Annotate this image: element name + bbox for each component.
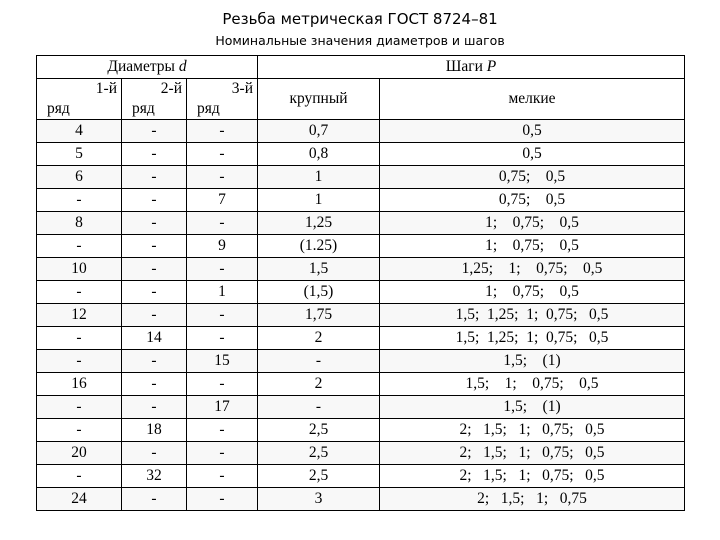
thread-table-body bbox=[37, 120, 685, 511]
row2-diameter-cell: - bbox=[122, 120, 187, 143]
coarse-pitch-cell: 1,5 bbox=[258, 258, 380, 281]
row3-diameter-cell: - bbox=[187, 465, 258, 488]
table-row bbox=[37, 235, 685, 258]
row3-diameter-cell: - bbox=[187, 120, 258, 143]
fine-pitch-cell: 2; 1,5; 1; 0,75; 0,5 bbox=[380, 419, 685, 442]
coarse-pitch-cell: (1,5) bbox=[258, 281, 380, 304]
row3-diameter-cell: 7 bbox=[187, 189, 258, 212]
row1-diameter-cell: - bbox=[37, 235, 122, 258]
table-row bbox=[37, 212, 685, 235]
fine-pitch-cell: 2; 1,5; 1; 0,75; 0,5 bbox=[380, 465, 685, 488]
coarse-pitch-cell: 2 bbox=[258, 327, 380, 350]
row1-diameter-cell: - bbox=[37, 419, 122, 442]
row1-diameter-cell: 10 bbox=[37, 258, 122, 281]
table-row bbox=[37, 465, 685, 488]
coarse-pitch-cell: 2 bbox=[258, 373, 380, 396]
fine-pitch-cell: 1,5; 1,25; 1; 0,75; 0,5 bbox=[380, 327, 685, 350]
table-row bbox=[37, 327, 685, 350]
coarse-pitch-cell: 1 bbox=[258, 189, 380, 212]
fine-pitch-cell: 1,5; (1) bbox=[380, 350, 685, 373]
table-row bbox=[37, 189, 685, 212]
table-row bbox=[37, 373, 685, 396]
table-row bbox=[37, 396, 685, 419]
fine-pitch-cell: 1,5; (1) bbox=[380, 396, 685, 419]
row1-diameter-cell: - bbox=[37, 189, 122, 212]
coarse-pitch-cell: 1,25 bbox=[258, 212, 380, 235]
fine-pitch-cell: 1; 0,75; 0,5 bbox=[380, 212, 685, 235]
row2-diameter-cell: - bbox=[122, 396, 187, 419]
row1-header bbox=[37, 79, 122, 120]
row1-diameter-cell: 16 bbox=[37, 373, 122, 396]
row3-diameter-cell: - bbox=[187, 419, 258, 442]
row1-diameter-cell: 24 bbox=[37, 488, 122, 511]
row1-diameter-cell: 12 bbox=[37, 304, 122, 327]
row2-diameter-cell: - bbox=[122, 212, 187, 235]
row1-diameter-cell: 8 bbox=[37, 212, 122, 235]
row3-header-top: 3-й bbox=[231, 80, 253, 97]
row2-diameter-cell: - bbox=[122, 258, 187, 281]
thread-table bbox=[36, 55, 685, 511]
row2-diameter-cell: 18 bbox=[122, 419, 187, 442]
table-row bbox=[37, 120, 685, 143]
row2-diameter-cell: - bbox=[122, 373, 187, 396]
row2-diameter-cell: - bbox=[122, 143, 187, 166]
pitches-label: Шаги bbox=[445, 58, 483, 75]
fine-pitch-cell: 0,5 bbox=[380, 143, 685, 166]
row3-header bbox=[187, 79, 258, 120]
row1-diameter-cell: - bbox=[37, 465, 122, 488]
row1-diameter-cell: - bbox=[37, 350, 122, 373]
row3-diameter-cell: - bbox=[187, 166, 258, 189]
row2-diameter-cell: - bbox=[122, 304, 187, 327]
coarse-pitch-cell: 1,75 bbox=[258, 304, 380, 327]
coarse-pitch-cell: 2,5 bbox=[258, 419, 380, 442]
fine-header: мелкие bbox=[380, 79, 685, 120]
coarse-pitch-cell: 2,5 bbox=[258, 442, 380, 465]
row3-diameter-cell: - bbox=[187, 327, 258, 350]
fine-pitch-cell: 0,5 bbox=[380, 120, 685, 143]
fine-pitch-cell: 2; 1,5; 1; 0,75; 0,5 bbox=[380, 442, 685, 465]
page-subtitle: Номинальные значения диаметров и шагов bbox=[215, 33, 505, 48]
row1-diameter-cell: 20 bbox=[37, 442, 122, 465]
row2-diameter-cell: - bbox=[122, 281, 187, 304]
row2-diameter-cell: - bbox=[122, 166, 187, 189]
row3-diameter-cell: - bbox=[187, 373, 258, 396]
fine-pitch-cell: 0,75; 0,5 bbox=[380, 189, 685, 212]
row2-header-bottom: ряд bbox=[132, 100, 155, 117]
row2-header bbox=[122, 79, 187, 120]
coarse-pitch-cell: (1.25) bbox=[258, 235, 380, 258]
row2-diameter-cell: - bbox=[122, 350, 187, 373]
coarse-pitch-cell: 0,8 bbox=[258, 143, 380, 166]
table-row bbox=[37, 143, 685, 166]
fine-pitch-cell: 1; 0,75; 0,5 bbox=[380, 281, 685, 304]
row1-diameter-cell: - bbox=[37, 327, 122, 350]
fine-pitch-cell: 1,25; 1; 0,75; 0,5 bbox=[380, 258, 685, 281]
coarse-pitch-cell: 0,7 bbox=[258, 120, 380, 143]
diameters-label: Диаметры bbox=[107, 58, 175, 75]
coarse-pitch-cell: 3 bbox=[258, 488, 380, 511]
table-row bbox=[37, 488, 685, 511]
diameter-symbol: d bbox=[178, 58, 187, 75]
coarse-header: крупный bbox=[258, 79, 380, 120]
row3-diameter-cell: 1 bbox=[187, 281, 258, 304]
group-header-row bbox=[37, 56, 685, 79]
fine-pitch-cell: 2; 1,5; 1; 0,75 bbox=[380, 488, 685, 511]
pitch-symbol: P bbox=[486, 58, 497, 75]
pitches-header bbox=[258, 56, 685, 79]
page-title: Резьба метрическая ГОСТ 8724–81 bbox=[222, 10, 498, 28]
row3-header-bottom: ряд bbox=[197, 100, 220, 117]
coarse-pitch-cell: 1 bbox=[258, 166, 380, 189]
fine-pitch-cell: 0,75; 0,5 bbox=[380, 166, 685, 189]
row1-header-bottom: ряд bbox=[47, 100, 70, 117]
fine-pitch-cell: 1,5; 1; 0,75; 0,5 bbox=[380, 373, 685, 396]
row3-diameter-cell: - bbox=[187, 304, 258, 327]
diameters-header bbox=[37, 56, 258, 79]
table-row bbox=[37, 166, 685, 189]
row1-diameter-cell: - bbox=[37, 281, 122, 304]
row3-diameter-cell: - bbox=[187, 442, 258, 465]
table-row bbox=[37, 258, 685, 281]
row1-diameter-cell: - bbox=[37, 396, 122, 419]
row2-diameter-cell: - bbox=[122, 235, 187, 258]
row3-diameter-cell: 15 bbox=[187, 350, 258, 373]
row2-diameter-cell: 32 bbox=[122, 465, 187, 488]
row3-diameter-cell: - bbox=[187, 258, 258, 281]
row1-header-top: 1-й bbox=[95, 80, 117, 97]
row2-diameter-cell: - bbox=[122, 189, 187, 212]
coarse-pitch-cell: - bbox=[258, 396, 380, 419]
coarse-pitch-cell: 2,5 bbox=[258, 465, 380, 488]
row2-diameter-cell: - bbox=[122, 442, 187, 465]
row3-diameter-cell: - bbox=[187, 212, 258, 235]
row1-diameter-cell: 4 bbox=[37, 120, 122, 143]
table-row bbox=[37, 442, 685, 465]
row3-diameter-cell: 9 bbox=[187, 235, 258, 258]
row2-diameter-cell: 14 bbox=[122, 327, 187, 350]
table-row bbox=[37, 419, 685, 442]
table-row bbox=[37, 304, 685, 327]
row2-header-top: 2-й bbox=[160, 80, 182, 97]
coarse-pitch-cell: - bbox=[258, 350, 380, 373]
row3-diameter-cell: - bbox=[187, 488, 258, 511]
row2-diameter-cell: - bbox=[122, 488, 187, 511]
table-row bbox=[37, 281, 685, 304]
fine-pitch-cell: 1; 0,75; 0,5 bbox=[380, 235, 685, 258]
table-row bbox=[37, 350, 685, 373]
row1-diameter-cell: 6 bbox=[37, 166, 122, 189]
row3-diameter-cell: 17 bbox=[187, 396, 258, 419]
fine-pitch-cell: 1,5; 1,25; 1; 0,75; 0,5 bbox=[380, 304, 685, 327]
row3-diameter-cell: - bbox=[187, 143, 258, 166]
row1-diameter-cell: 5 bbox=[37, 143, 122, 166]
sub-header-row bbox=[37, 79, 685, 120]
